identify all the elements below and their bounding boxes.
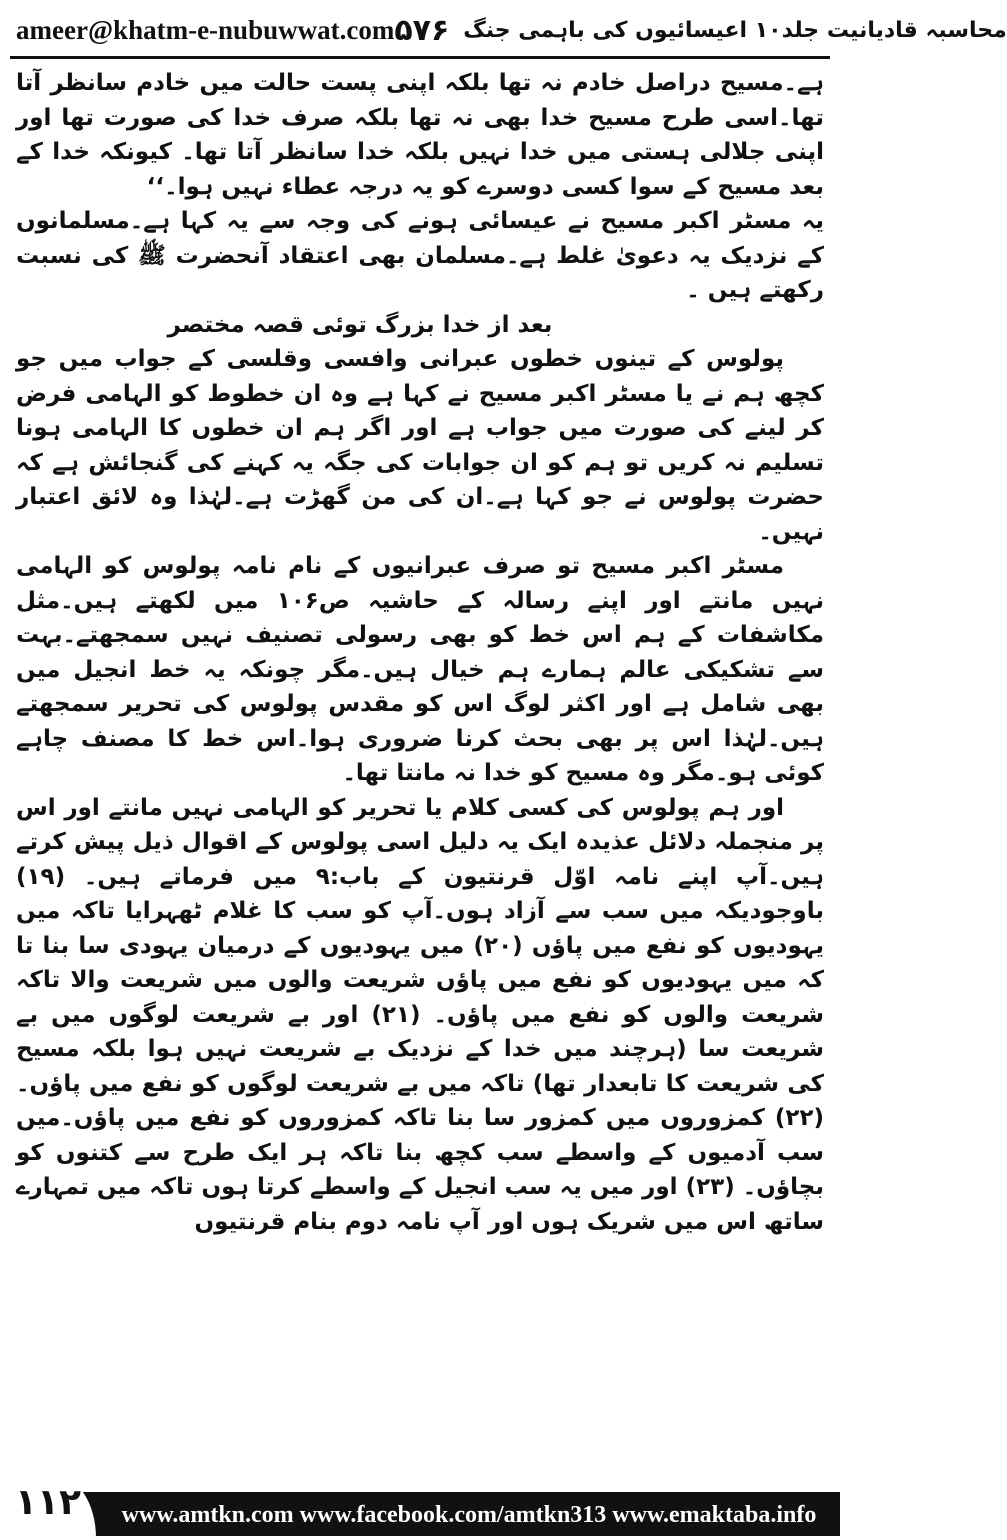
paragraph-letters: پولوس کے تینوں خطوں عبرانی وافسی وقلسی کے جواب میں جو کچھ ہم نے یا مسٹر اکبر مسیح نے کہا ہے وہ ان خطوط کو الہامی فرض کر لینے کی صورت میں جواب ہے اور اگر ہم ان خطوں کا الہامی ہونا تسلیم نہ کریں تو ہم کو ان جوابات کی جگہ یہ کہنے کی گنجائش ہے کہ حضرت پولوس نے جو کہا ہے۔ان کی من گھڑت ہے۔لہٰذا وہ لائق اعتبار نہیں۔: [16, 346, 824, 545]
header-title-group: [394, 13, 1006, 48]
header-page-number: ۵۷۶: [394, 12, 450, 48]
paragraph-quote-end: ہے۔مسیح دراصل خادم نہ تھا بلکہ اپنی پست حالت میں خادم سانظر آتا تھا۔اسی طرح مسیح خدا بھی نہ تھا بلکہ صرف خدا کی صورت تھا اور اپنی جلالی ہستی میں خدا نہیں بلکہ خدا سانظر آتا تھا۔ کیونکہ خدا کے بعد مسیح کے سوا کسی دوسرے کو یہ درجہ عطاء نہیں ہوا۔‘‘: [16, 70, 824, 200]
persian-verse: بعد از خدا بزرگ توئی قصہ مختصر: [167, 311, 553, 338]
paragraph-hebrews: مسٹر اکبر مسیح تو صرف عبرانیوں کے نام نامہ پولوس کو الہامی نہیں مانتے اور اپنے رسالہ کے حاشیہ ص۱۰۶ میں لکھتے ہیں۔مثل مکاشفات کے ہم اس خط کو بھی رسولی تصنیف نہیں سمجھتے۔بہت سے تشکیکی عالم ہمارے ہم خیال ہیں۔مگر چونکہ یہ خط انجیل میں بھی شامل ہے اور اکثر لوگ اس کو مقدس پولوس کی تحریر سمجھتے ہیں۔لہٰذا اس پر بھی بحث کرنا ضروری ہوا۔اس خط کا مصنف چاہے کوئی ہو۔مگر وہ مسیح کو خدا نہ مانتا تھا۔: [16, 553, 825, 786]
header-title: محاسبہ قادیانیت جلد۱۰ اعیسائیوں کی باہمی جنگ: [463, 17, 1007, 43]
footer-page-number: ۱۱۲: [15, 1482, 81, 1523]
paragraph-commentary: یہ مسٹر اکبر مسیح نے عیسائی ہونے کی وجہ سے یہ کہا ہے۔مسلمانوں کے نزدیک یہ دعویٰ غلط ہے۔مسلمان بھی اعتقاد آنحضرت ﷺ کی نسبت رکھتے ہیں ۔: [16, 208, 824, 303]
header-divider: [10, 56, 830, 59]
page-footer: [0, 1476, 840, 1540]
page-body: [16, 66, 824, 1471]
page-header: [16, 6, 1007, 54]
paragraph-corinthians: اور ہم پولوس کی کسی کلام یا تحریر کو الہامی نہیں مانتے اور اس پر منجملہ دلائل عذیدہ ایک یہ دلیل اسی پولوس کے اقوال ذیل پیش کرتے ہیں۔آپ اپنے نامہ اوّل قرنتیون کے باب:۹ میں فرماتے ہیں۔ (۱۹) باوجودیکہ میں سب سے آزاد ہوں۔آپ کو سب کا غلام ٹھہرایا تاکہ میں یہودیوں کو نفع میں پاؤں (۲۰) میں یہودیوں کے درمیان یہودی سا بنا تا کہ میں یہودیوں کو نفع میں پاؤں شریعت والوں میں شریعت والا تاکہ شریعت والوں کو نفع میں پاؤں۔ (۲۱) اور بے شریعت لوگوں میں بے شریعت سا (ہرچند میں خدا کے نزدیک بے شریعت نہیں ہوا بلکہ مسیح کی شریعت کا تابعدار تھا) تاکہ میں بے شریعت لوگوں کو نفع میں پاؤں۔ (۲۲) کمزوروں میں کمزور سا بنا تاکہ کمزوروں کو نفع میں پاؤں۔میں سب آدمیوں کے واسطے سب کچھ بنا تاکہ ہر ایک طرح سے کتنوں کو بچاؤں۔ (۲۳) اور میں یہ سب انجیل کے واسطے کرتا ہوں تاکہ میں تمہارے ساتھ اس میں شریک ہوں اور آپ نامہ دوم بنام قرنتیوں: [16, 794, 825, 1235]
footer-website-links: www.amtkn.com www.facebook.com/amtkn313 www.emaktaba.info: [121, 1501, 817, 1528]
header-email: ameer@khatm-e-nubuwwat.com: [16, 14, 395, 45]
